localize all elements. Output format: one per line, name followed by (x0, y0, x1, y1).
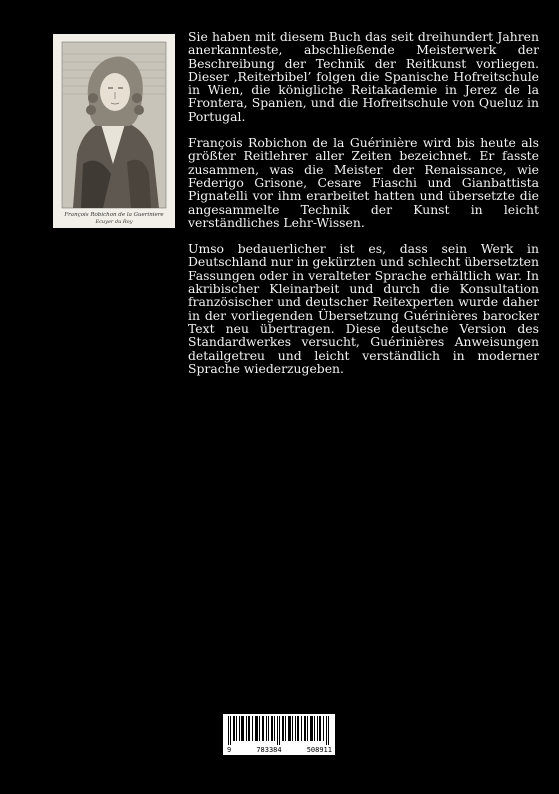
portrait-caption-title: Ecuyer du Roy (95, 219, 133, 225)
portrait-illustration (53, 34, 175, 228)
paragraph-intro: Sie haben mit diesem Buch das seit dreihundert Jahren anerkannteste, abschließende Meisterwerk der Beschreibung der Technik der Reitkunst vorliegen. Dieser ‚Reiterbibel’ folgen die Spanische Hofreitschule in Wien, die königliche Reitakademie in Jerez de la Frontera, Spanien, und die Hofreitschule von Queluz in Portugal. (188, 29, 539, 124)
author-portrait-engraving (53, 34, 175, 228)
barcode-bars (223, 714, 335, 745)
barcode-digits (223, 746, 335, 754)
barcode-digit-group1: 783384 (256, 746, 282, 754)
back-cover-text (188, 30, 539, 388)
barcode-digit-first: 9 (227, 746, 232, 754)
portrait-caption-name: François Robichon de la Gueriniere (64, 212, 164, 218)
barcode-digit-group2: 508911 (306, 746, 332, 754)
isbn-barcode (223, 714, 335, 755)
paragraph-author: François Robichon de la Guérinière wird bis heute als größter Reitlehrer aller Zeiten bezeichnet. Er fasste zusammen, was die Meister der Renaissance, wie Federigo Grisone, Cesare Fiaschi und Gianbattista Pignatelli vor ihm erarbeitet hatten und übersetzte die angesammelte Technik der Kunst in leicht verständliches Lehr-Wissen. (188, 135, 539, 230)
paragraph-translation: Umso bedauerlicher ist es, dass sein Werk in Deutschland nur in gekürzten und schlecht übersetzten Fassungen oder in veralteter Sprache erhältlich war. In akribischer Kleinarbeit und durch die Konsultation französischer und deutscher Reitexperten wurde daher in der vorliegenden Übersetzung Guérinières barocker Text neu übertragen. Diese deutsche Version des Standardwerkes versucht, Guérinières Anweisungen detailgetreu und leicht verständlich in moderner Sprache wiederzugeben. (188, 241, 539, 376)
